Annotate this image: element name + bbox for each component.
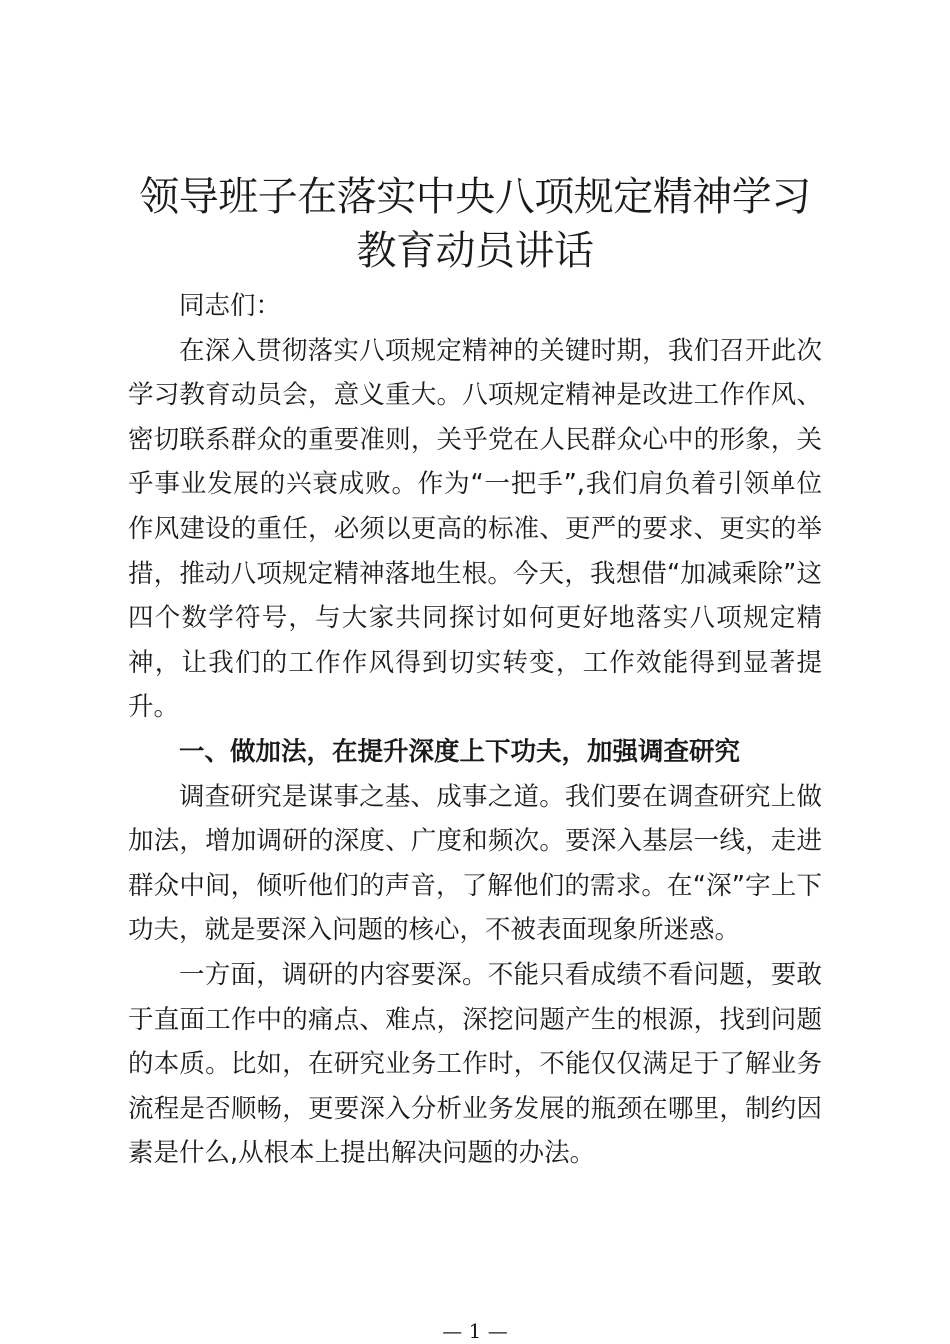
document-body [128, 284, 822, 1176]
section-heading-1: 一、做加法，在提升深度上下功夫，加强调查研究 [179, 736, 741, 767]
document-title: 领导班子在落实中央八项规定精神学习教育动员讲话 [139, 174, 811, 274]
page-number: — 1 — [442, 1319, 508, 1343]
paragraph-research: 调查研究是谋事之基、成事之道。我们要在调查研究上做加法，增加调研的深度、广度和频次。要深入基层一线，走进群众中间，倾听他们的声音，了解他们的需求。在“深”字上下功夫，就是要深入问题的核心，不被表面现象所迷惑。 [128, 781, 822, 946]
document-page [128, 170, 822, 1176]
salutation: 同志们： [179, 291, 282, 321]
paragraph-intro: 在深入贯彻落实八项规定精神的关键时期，我们召开此次学习教育动员会，意义重大。八项规定精神是改进工作作风、密切联系群众的重要准则，关乎党在人民群众心中的形象，关乎事业发展的兴衰成败。作为“一把手”,我们肩负着引领单位作风建设的重任，必须以更高的标准、更严的要求、更实的举措，推动八项规定精神落地生根。今天，我想借“加减乘除”这四个数学符号，与大家共同探讨如何更好地落实八项规定精神，让我们的工作作风得到切实转变，工作效能得到显著提升。 [128, 335, 822, 723]
paragraph-depth: 一方面，调研的内容要深。不能只看成绩不看问题，要敢于直面工作中的痛点、难点，深挖问题产生的根源，找到问题的本质。比如，在研究业务工作时，不能仅仅满足于了解业务流程是否顺畅，更要深入分析业务发展的瓶颈在哪里，制约因素是什么,从根本上提出解决问题的办法。 [128, 959, 822, 1169]
